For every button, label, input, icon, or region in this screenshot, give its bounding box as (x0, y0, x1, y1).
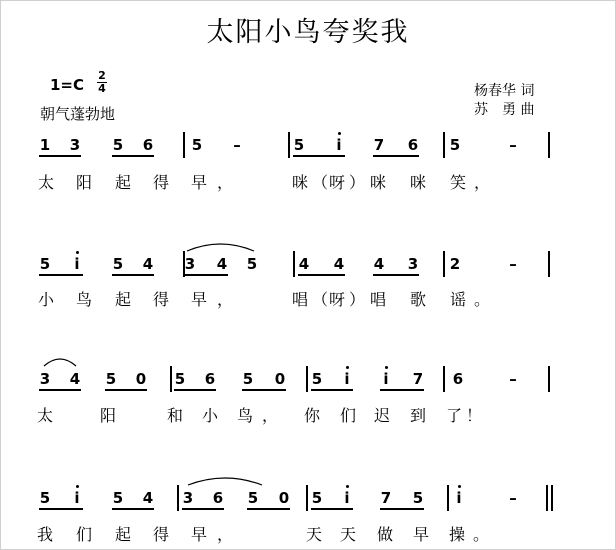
note: 4 (373, 255, 385, 273)
note: – (509, 489, 517, 507)
note: 6 (142, 136, 154, 154)
note: 5 (39, 255, 51, 273)
note: 5 (112, 489, 124, 507)
lyric-char: （ (311, 290, 328, 309)
note: 5 (311, 489, 323, 507)
tempo-marking: 朝气蓬勃地 (40, 105, 116, 123)
lyric-char: 。 (473, 290, 490, 309)
note: 1 (39, 136, 51, 154)
note: 3 (182, 489, 194, 507)
note: 5 (191, 136, 203, 154)
note: 3 (69, 136, 81, 154)
note: 5 (112, 136, 124, 154)
lyric-char: 们 (75, 525, 92, 544)
note: 0 (135, 370, 147, 388)
note: – (509, 136, 517, 154)
note: i (383, 370, 389, 388)
note: 5 (293, 136, 305, 154)
lyric-char: 谣 (449, 290, 466, 309)
note: 3 (39, 370, 51, 388)
lyric-char: 到 (409, 406, 426, 425)
slur (188, 478, 262, 485)
note: 0 (274, 370, 286, 388)
lyric-char: 得 (152, 173, 169, 192)
lyric-char: 咪 (409, 173, 426, 192)
lyric-char: 阳 (99, 406, 116, 425)
lyric-char: 天 (339, 525, 356, 544)
note: 4 (298, 255, 310, 273)
lyric-char: 做 (376, 525, 393, 544)
lyric-char: 天 (305, 525, 322, 544)
note: i (74, 255, 80, 273)
note: 5 (412, 489, 424, 507)
note: 4 (69, 370, 81, 388)
note: 4 (333, 255, 345, 273)
key-signature: 1=C (50, 76, 85, 94)
lyric-char: 得 (152, 290, 169, 309)
composer-credit: 苏 勇 曲 (474, 102, 535, 118)
lyric-char: 太 (37, 173, 54, 192)
note: 5 (39, 489, 51, 507)
slur (187, 244, 254, 251)
song-title: 太阳小鸟夸奖我 (206, 17, 410, 48)
lyric-char: ） (348, 173, 365, 192)
note: 5 (449, 136, 461, 154)
lyric-char: ， (473, 173, 490, 192)
note: i (74, 489, 80, 507)
note: 6 (452, 370, 464, 388)
note: 3 (407, 255, 419, 273)
lyric-char: 我 (36, 525, 53, 544)
lyric-char: 小 (37, 290, 54, 309)
lyric-char: 迟 (373, 406, 390, 425)
lyric-char: 阳 (75, 173, 92, 192)
note: 5 (311, 370, 323, 388)
lyric-char: （ (311, 173, 328, 192)
note: 7 (380, 489, 392, 507)
lyric-char: 咪 (291, 173, 308, 192)
note: 5 (105, 370, 117, 388)
lyric-char: 起 (114, 525, 131, 544)
note: – (509, 255, 517, 273)
note: 6 (407, 136, 419, 154)
lyric-char: 和 (166, 406, 183, 425)
note: 4 (142, 489, 154, 507)
slur (44, 359, 76, 366)
lyric-char: 咪 (369, 173, 386, 192)
note: 3 (184, 255, 196, 273)
lyric-char: ， (216, 290, 233, 309)
note: 5 (247, 489, 259, 507)
note: i (344, 489, 350, 507)
lyric-char: ， (261, 406, 278, 425)
lyric-char: 呀 (328, 290, 345, 309)
lyric-char: 得 (152, 525, 169, 544)
note: 5 (242, 370, 254, 388)
lyric-char: 小 (201, 406, 218, 425)
lyric-char: 唱 (291, 290, 308, 309)
note: 2 (449, 255, 461, 273)
note: 4 (216, 255, 228, 273)
note: 5 (112, 255, 124, 273)
lyric-char: 起 (114, 290, 131, 309)
lyric-char: 歌 (409, 290, 426, 309)
lyric-char: 太 (36, 406, 53, 425)
lyric-char: 操 (448, 525, 465, 544)
note: – (233, 136, 241, 154)
lyric-char: 呀 (328, 173, 345, 192)
lyric-char: 你 (303, 406, 320, 425)
lyric-char: 们 (339, 406, 356, 425)
note: 0 (278, 489, 290, 507)
note: i (456, 489, 462, 507)
time-signature-top: 2 (98, 69, 106, 82)
lyric-char: 早 (412, 525, 429, 544)
lyric-char: 。 (472, 525, 489, 544)
lyricist-credit: 杨春华 词 (474, 83, 535, 99)
lyric-char: 鸟 (75, 290, 92, 309)
lyric-char: ） (348, 290, 365, 309)
note: – (509, 370, 517, 388)
lyric-char: ， (216, 173, 233, 192)
lyric-char: ， (216, 525, 233, 544)
time-signature-bottom: 4 (98, 82, 106, 95)
lyric-char: 笑 (449, 173, 466, 192)
lyric-char: 早 (190, 290, 207, 309)
lyric-char: 起 (114, 173, 131, 192)
note: i (336, 136, 342, 154)
lyric-char: ！ (465, 406, 482, 425)
lyric-char: 了 (445, 406, 462, 425)
note: 5 (174, 370, 186, 388)
note: 6 (204, 370, 216, 388)
lyric-char: 早 (190, 173, 207, 192)
note: 7 (373, 136, 385, 154)
note: 4 (142, 255, 154, 273)
lyric-char: 早 (190, 525, 207, 544)
lyric-char: 唱 (369, 290, 386, 309)
lyric-char: 鸟 (236, 406, 253, 425)
note: i (344, 370, 350, 388)
note: 5 (246, 255, 258, 273)
note: 7 (412, 370, 424, 388)
note: 6 (212, 489, 224, 507)
